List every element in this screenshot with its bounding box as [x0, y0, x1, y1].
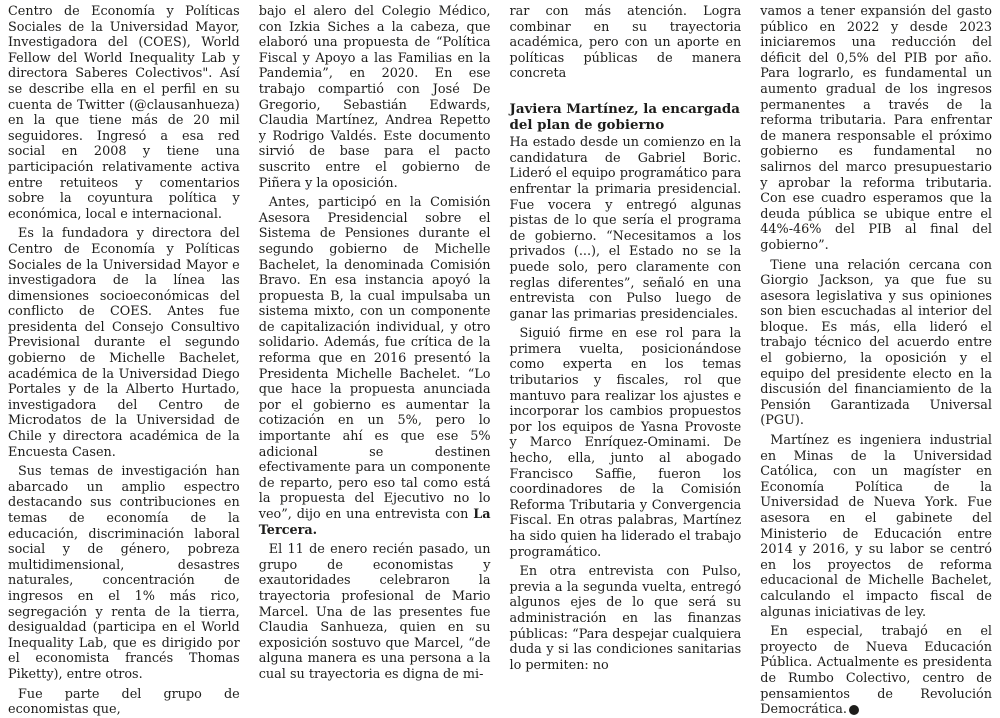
paragraph: Fue parte del grupo de economistas que, [8, 686, 240, 718]
article-column-1 [8, 4, 240, 718]
paragraph: El 11 de enero recién pasado, un grupo de economistas y exautoridades celebraron la trayectoria profesional de Mario Marcel. Una de las presentes fue Claudia Sanhueza, quien en su exposición sostuvo que Marcel, “de alguna manera es una persona a la cual su trayectoria es digna de mi- [258, 542, 491, 682]
paragraph: vamos a tener expansión del gasto público en 2022 y desde 2023 iniciaremos una reducción del déficit del 0,5% del PIB por año. Para lograrlo, es fundamental un aumento gradual de los ingresos permanentes a través de la reforma tributaria. Para enfrentar de manera responsable el próximo gobierno es fundamental no salirnos del marco presupuestario y aprobar la reforma tributaria. Con ese cuadro esperamos que la deuda pública se ubique entre el 44%-46% del PIB al final del gobierno”. [760, 4, 992, 253]
paragraph: Tiene una relación cercana con Giorgio Jackson, ya que fue su asesora legislativa y sus opiniones son bien escuchadas al interior del bloque. Es más, ella lideró el trabajo técnico del acuerdo entre el gobierno, la oposición y el equipo del presidente electo en la discusión del financiamiento de la Pensión Garantizada Universal (PGU). [760, 257, 992, 429]
paragraph: Siguió firme en ese rol para la primera vuelta, posicionándose como experta en los temas tributarios y fiscales, rol que mantuvo para realizar los ajustes e incorporar los cambios propuestos por los equipos de Yasna Provoste y Marco Enríquez-Ominami. De hecho, ella, junto al abogado Francisco Saffie, fueron los coordinadores de la Comisión Reforma Tributaria y Convergencia Fiscal. En otras palabras, Martínez ha sido quien ha liderado el trabajo programático. [509, 326, 742, 560]
paragraph: Ha estado desde un comienzo en la candidatura de Gabriel Boric. Lideró el equipo programático para enfrentar la primaria presidencial. Fue vocera y entregó algunas pistas de lo que sería el programa de gobierno. “Necesitamos a los privados (...), el Estado no se la puede solo, pero claramente con reglas diferentes”, señaló en una entrevista con Pulso luego de ganar las primarias presidenciales. [509, 135, 742, 322]
paragraph [259, 195, 491, 538]
article-column-2 [258, 4, 491, 682]
paragraph: bajo el alero del Colegio Médico, con Izkia Siches a la cabeza, que elaboró una propuesta de “Política Fiscal y Apoyo a las Familias en la Pandemia”, en 2020. En ese trabajo compartió con José De Gregorio, Sebastián Edwards, Claudia Martínez, Andrea Repetto y Rodrigo Valdés. Este documento sirvió de base para el pacto suscrito entre el gobierno de Piñera y la oposición. [258, 4, 491, 191]
end-of-article-icon: P [849, 705, 859, 715]
paragraph-text: En especial, trabajó en el proyecto de Nueva Educación Pública. Actualmente es presidenta de Rumbo Colectivo, centro de pensamientos de Revolución Democrática. [760, 624, 992, 718]
paragraph: En otra entrevista con Pulso, previa a la segunda vuelta, entregó algunos ejes de lo que será su administración en las finanzas públicas: “Para despejar cualquiera duda y si las condiciones sanitarias lo permiten: no [509, 564, 742, 673]
article-column-3 [509, 4, 742, 673]
paragraph: Sus temas de investigación han abarcado un amplio espectro destacando sus contribuciones en temas de economía de la educación, discriminación laboral social y de género, pobreza multidimensional, desastres naturales, concentración de ingresos en el 1% más rico, segregación y renta de la tierra, desigualdad (participa en el World Inequality Lab, que es dirigido por el economista francés Thomas Piketty), entre otros. [8, 464, 240, 682]
section-heading: Javiera Martínez, la encargada del plan de gobierno [509, 100, 740, 133]
paragraph: rar con más atención. Logra combinar en su trayectoria académica, pero con un aporte en políticas públicas de manera concreta [509, 4, 742, 82]
paragraph-text: Antes, participó en la Comisión Asesora Presidencial sobre el Sistema de Pensiones durante el segundo gobierno de Michelle Bachelet, la denominada Comisión Bravo. En esa instancia apoyó la propuesta B, la cual impulsaba un sistema mixto, con un componente de capitalización individual, y otro solidario. Además, fue crítica de la reforma que en 2016 presentó la Presidenta Michelle Bachelet. “Lo que hace la propuesta anunciada por el gobierno es aumentar la cotización en un 5%, pero lo importante ahí es que ese 5% adicional se destinen efectivamente para un componente de reparto, pero eso tal como está la propuesta del Ejecutivo no lo veo”, dijo en una entrevista con [258, 195, 491, 522]
publication-name: La Tercera. [258, 507, 491, 538]
paragraph: Centro de Economía y Políticas Sociales de la Universidad Mayor, Investigadora del (COES), World Fellow del World Inequality Lab y directora Saberes Colectivos". Así se describe ella en el perfil en su cuenta de Twitter (@clausanhueza) en la que tiene más de 20 mil seguidores. Ingresó a esa red social en 2008 y tiene una participación relativamente activa entre retuiteos y comentarios sobre la coyuntura política y económica, local e internacional. [8, 4, 240, 222]
article-column-4 [760, 4, 992, 718]
paragraph [760, 624, 992, 718]
paragraph: Martínez es ingeniera industrial en Minas de la Universidad Católica, con un magíster en Economía Política de la Universidad de Nueva York. Fue asesora en el gabinete del Ministerio de Educación entre 2014 y 2016, y su labor se centró en los proyectos de reforma educacional de Michelle Bachelet, calculando el impacto fiscal de algunas iniciativas de ley. [760, 433, 992, 620]
paragraph: Es la fundadora y directora del Centro de Economía y Políticas Sociales de la Universidad Mayor e investigadora de la línea las dimensiones socioeconómicas del conflicto de COES. Antes fue presidenta del Consejo Consultivo Previsional durante el segundo gobierno de Michelle Bachelet, académica de la Universidad Diego Portales y de la Alberto Hurtado, investigadora del Centro de Microdatos de la Universidad de Chile y directora académica de la Encuesta Casen. [8, 226, 240, 460]
